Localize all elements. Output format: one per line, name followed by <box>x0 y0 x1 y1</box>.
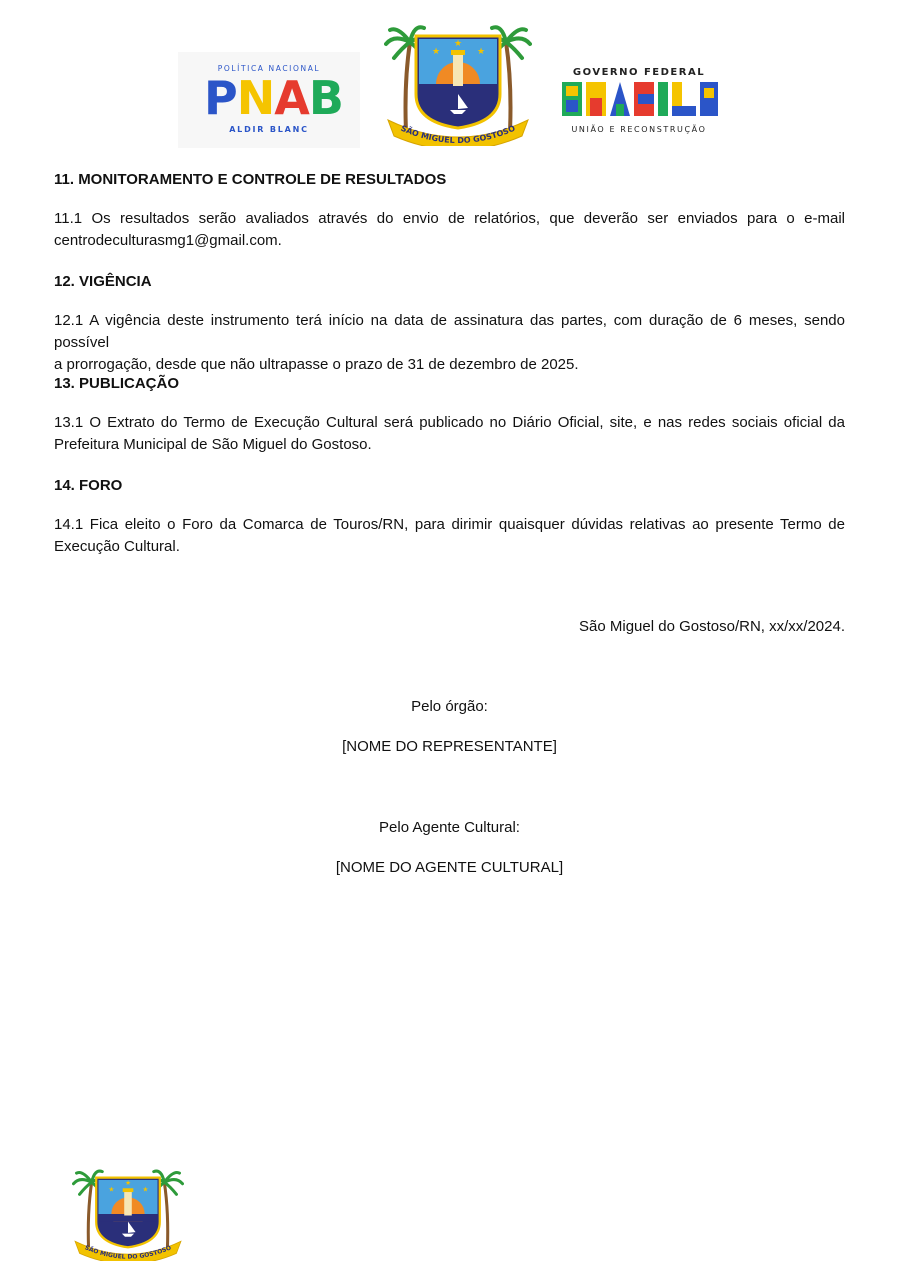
pnab-logo <box>178 52 360 148</box>
svg-text:★: ★ <box>108 1185 115 1194</box>
section-12-line-1: 12.1 A vigência deste instrumento terá início na data de assinatura das partes, com duração de 6 meses, sendo possível <box>54 312 845 351</box>
svg-text:★: ★ <box>142 1185 149 1194</box>
municipal-crest-logo <box>384 22 532 146</box>
section-13-line-2: Prefeitura Municipal de São Miguel do Gostoso. <box>54 436 372 453</box>
orgao-representative-name: [NOME DO REPRESENTANTE] <box>342 738 557 755</box>
section-11-line-1: 11.1 Os resultados serão avaliados através do envio de relatórios, que deverão ser enviados para o e-mail <box>54 210 845 227</box>
section-13-heading: 13. PUBLICAÇÃO <box>54 375 180 392</box>
svg-text:★: ★ <box>432 47 441 57</box>
section-14-paragraph <box>54 514 845 558</box>
crest-banner-text: SÃO MIGUEL DO GOSTOSO <box>399 123 517 146</box>
pnab-letter-b: B <box>308 71 342 125</box>
brasil-wordmark <box>562 82 718 116</box>
section-13-paragraph <box>54 412 845 456</box>
footer-crest-logo <box>72 1167 184 1261</box>
gov-subtitle: UNIÃO E RECONSTRUÇÃO <box>571 125 707 134</box>
gov-title: GOVERNO FEDERAL <box>572 67 706 78</box>
section-13-line-1: 13.1 O Extrato do Termo de Execução Cultural será publicado no Diário Oficial, site, e nas redes sociais oficial da <box>54 414 845 431</box>
svg-text:★: ★ <box>477 47 486 57</box>
section-11-heading: 11. MONITORAMENTO E CONTROLE DE RESULTADOS <box>54 171 447 188</box>
pnab-letter-a: A <box>274 71 308 125</box>
section-12-line-2: a prorrogação, desde que não ultrapasse o prazo de 31 de dezembro de 2025. <box>54 356 579 373</box>
pnab-letter-n: N <box>236 71 274 125</box>
pnab-top-text: POLÍTICA NACIONAL <box>217 64 321 73</box>
svg-text:★: ★ <box>454 39 463 49</box>
pnab-letters <box>204 71 342 125</box>
pnab-letter-p: P <box>204 71 236 125</box>
pnab-bottom-text: ALDIR BLANC <box>229 125 309 134</box>
orgao-label: Pelo órgão: <box>411 698 488 715</box>
section-11-paragraph <box>54 208 845 252</box>
section-14-line-1: 14.1 Fica eleito o Foro da Comarca de Touros/RN, para dirimir quaisquer dúvidas relativas ao presente Termo de <box>54 516 845 533</box>
agent-label: Pelo Agente Cultural: <box>379 819 520 836</box>
section-14-heading: 14. FORO <box>54 477 123 494</box>
governo-federal-logo <box>560 62 718 142</box>
section-12-paragraph <box>54 310 845 376</box>
section-11-email: centrodeculturasmg1@gmail.com. <box>54 232 282 249</box>
section-12-heading: 12. VIGÊNCIA <box>54 273 152 290</box>
brasil-word: BRASIL <box>640 104 644 105</box>
agent-name: [NOME DO AGENTE CULTURAL] <box>335 859 564 876</box>
place-date: São Miguel do Gostoso/RN, xx/xx/2024. <box>579 618 845 635</box>
section-14-line-2: Execução Cultural. <box>54 538 180 555</box>
svg-text:★: ★ <box>124 1179 132 1188</box>
footer-crest-banner-text: SÃO MIGUEL DO GOSTOSO <box>83 1244 173 1261</box>
